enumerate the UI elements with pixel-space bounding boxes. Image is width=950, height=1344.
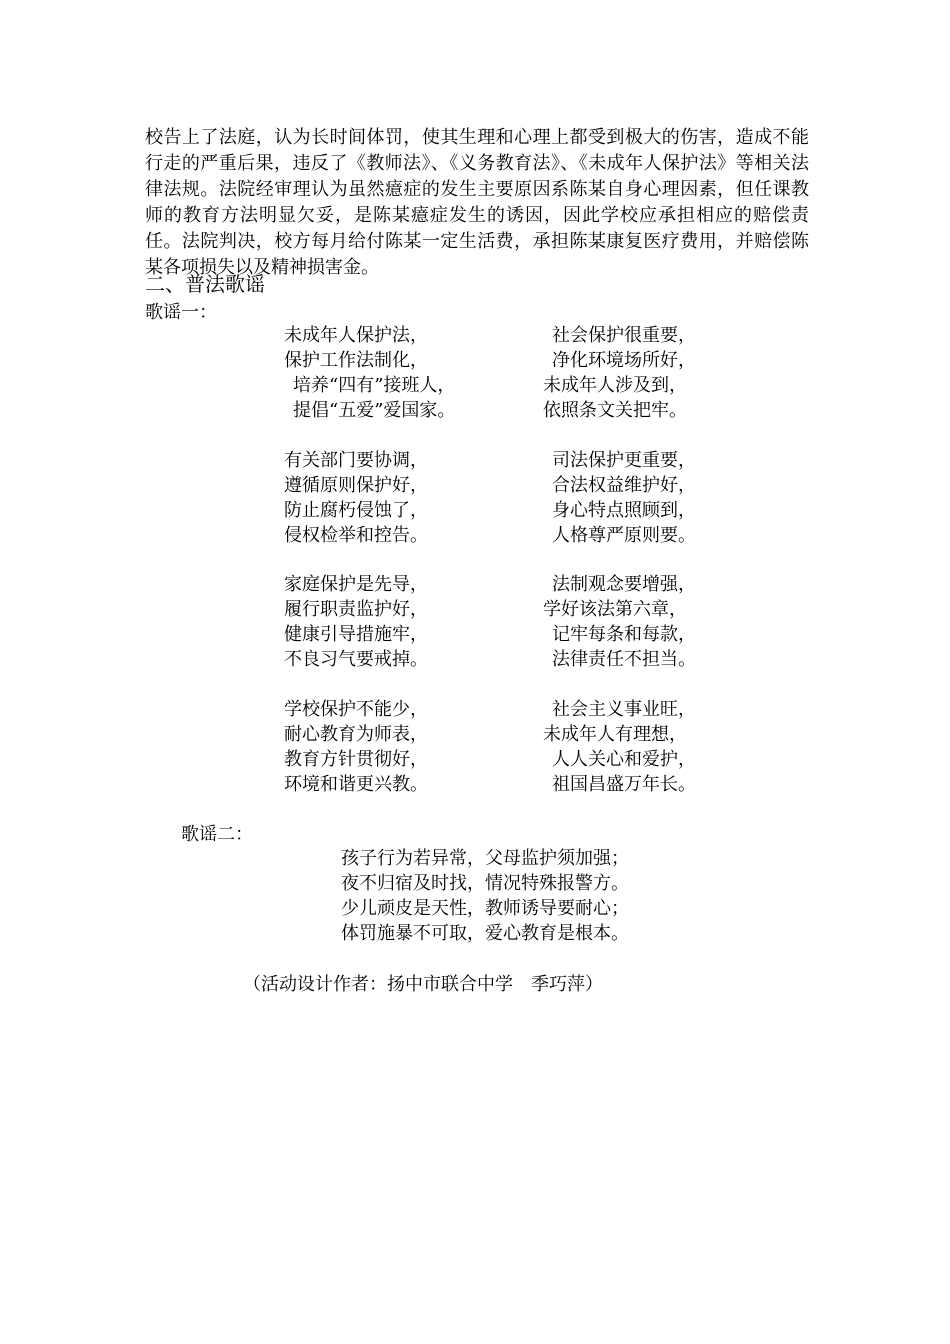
verse-line: 合法权益维护好，: [552, 475, 696, 496]
verse-line: 身心特点照顾到，: [552, 500, 696, 521]
verse-line: 社会主义事业旺，: [552, 699, 696, 720]
ballad-two-lines: [341, 846, 629, 946]
stanza-1-right: [543, 323, 696, 423]
stanza-1-left: [284, 323, 455, 423]
stanza-2-right: [552, 448, 696, 548]
verse-line: 净化环境场所好，: [552, 350, 696, 371]
verse-line: 未成年人保护法，: [284, 325, 428, 346]
verse-line: 学校保护不能少，: [284, 699, 428, 720]
stanza-4-left: [284, 697, 428, 797]
verse-line: 人格尊严原则要。: [552, 525, 696, 546]
verse-line: 家庭保护是先导，: [284, 574, 428, 595]
stanza-4-right: [543, 697, 696, 797]
verse-line: 侵权检举和控告。: [284, 525, 428, 546]
stanza-3-right: [543, 572, 696, 672]
verse-line: 记牢每条和每款，: [552, 624, 696, 645]
verse-line: 防止腐朽侵蚀了，: [284, 500, 428, 521]
author-credit: （活动设计作者：扬中市联合中学 季巧萍）: [243, 974, 603, 995]
verse-line: 社会保护很重要，: [552, 325, 696, 346]
verse-line: 孩子行为若异常，父母监护须加强；: [341, 848, 629, 869]
verse-line: 人人关心和爱护，: [552, 749, 696, 770]
verse-line: 保护工作法制化，: [284, 350, 428, 371]
verse-line: 耐心教育为师表，: [284, 724, 428, 745]
ballad-two-label: 歌谣二：: [181, 824, 253, 845]
verse-line: 遵循原则保护好，: [284, 475, 428, 496]
body-paragraph: 校告上了法庭，认为长时间体罚，使其生理和心理上都受到极大的伤害，造成不能行走的严重后果，违反了《教师法》、《义务教育法》、《未成年人保护法》等相关法律法规。法院经审理认为虽然癔症的发生主要原因系陈某自身心理因素，但任课教师的教育方法明显欠妥，是陈某癔症发生的诱因，因此学校应承担相应的赔偿责任。法院判决，校方每月给付陈某一定生活费，承担陈某康复医疗费用，并赔偿陈某各项损失以及精神损害金。: [145, 127, 809, 278]
verse-line: 司法保护更重要，: [552, 450, 696, 471]
stanza-2-left: [284, 448, 428, 548]
verse-line: 提倡“五爱”爱国家。: [293, 400, 456, 421]
verse-line: 夜不归宿及时找，情况特殊报警方。: [341, 873, 629, 894]
verse-line: 学好该法第六章，: [543, 599, 687, 620]
section-heading: 二、普法歌谣: [145, 272, 265, 296]
verse-line: 有关部门要协调，: [284, 450, 428, 471]
verse-line: 少儿顽皮是天性，教师诱导要耐心；: [341, 898, 629, 919]
verse-line: 体罚施暴不可取，爱心教育是根本。: [341, 923, 629, 944]
verse-line: 培养“四有”接班人，: [293, 375, 456, 396]
verse-line: 未成年人涉及到，: [543, 375, 687, 396]
verse-line: 不良习气要戒掉。: [284, 649, 428, 670]
verse-line: 环境和谐更兴教。: [284, 774, 428, 795]
verse-line: 履行职责监护好，: [284, 599, 428, 620]
verse-line: 教育方针贯彻好，: [284, 749, 428, 770]
verse-line: 依照条文关把牢。: [543, 400, 687, 421]
verse-line: 法制观念要增强，: [552, 574, 696, 595]
stanza-3-left: [284, 572, 428, 672]
verse-line: 祖国昌盛万年长。: [552, 774, 696, 795]
verse-line: 法律责任不担当。: [552, 649, 696, 670]
ballad-one-label: 歌谣一：: [145, 302, 217, 323]
verse-line: 未成年人有理想，: [543, 724, 687, 745]
verse-line: 健康引导措施牢，: [284, 624, 428, 645]
